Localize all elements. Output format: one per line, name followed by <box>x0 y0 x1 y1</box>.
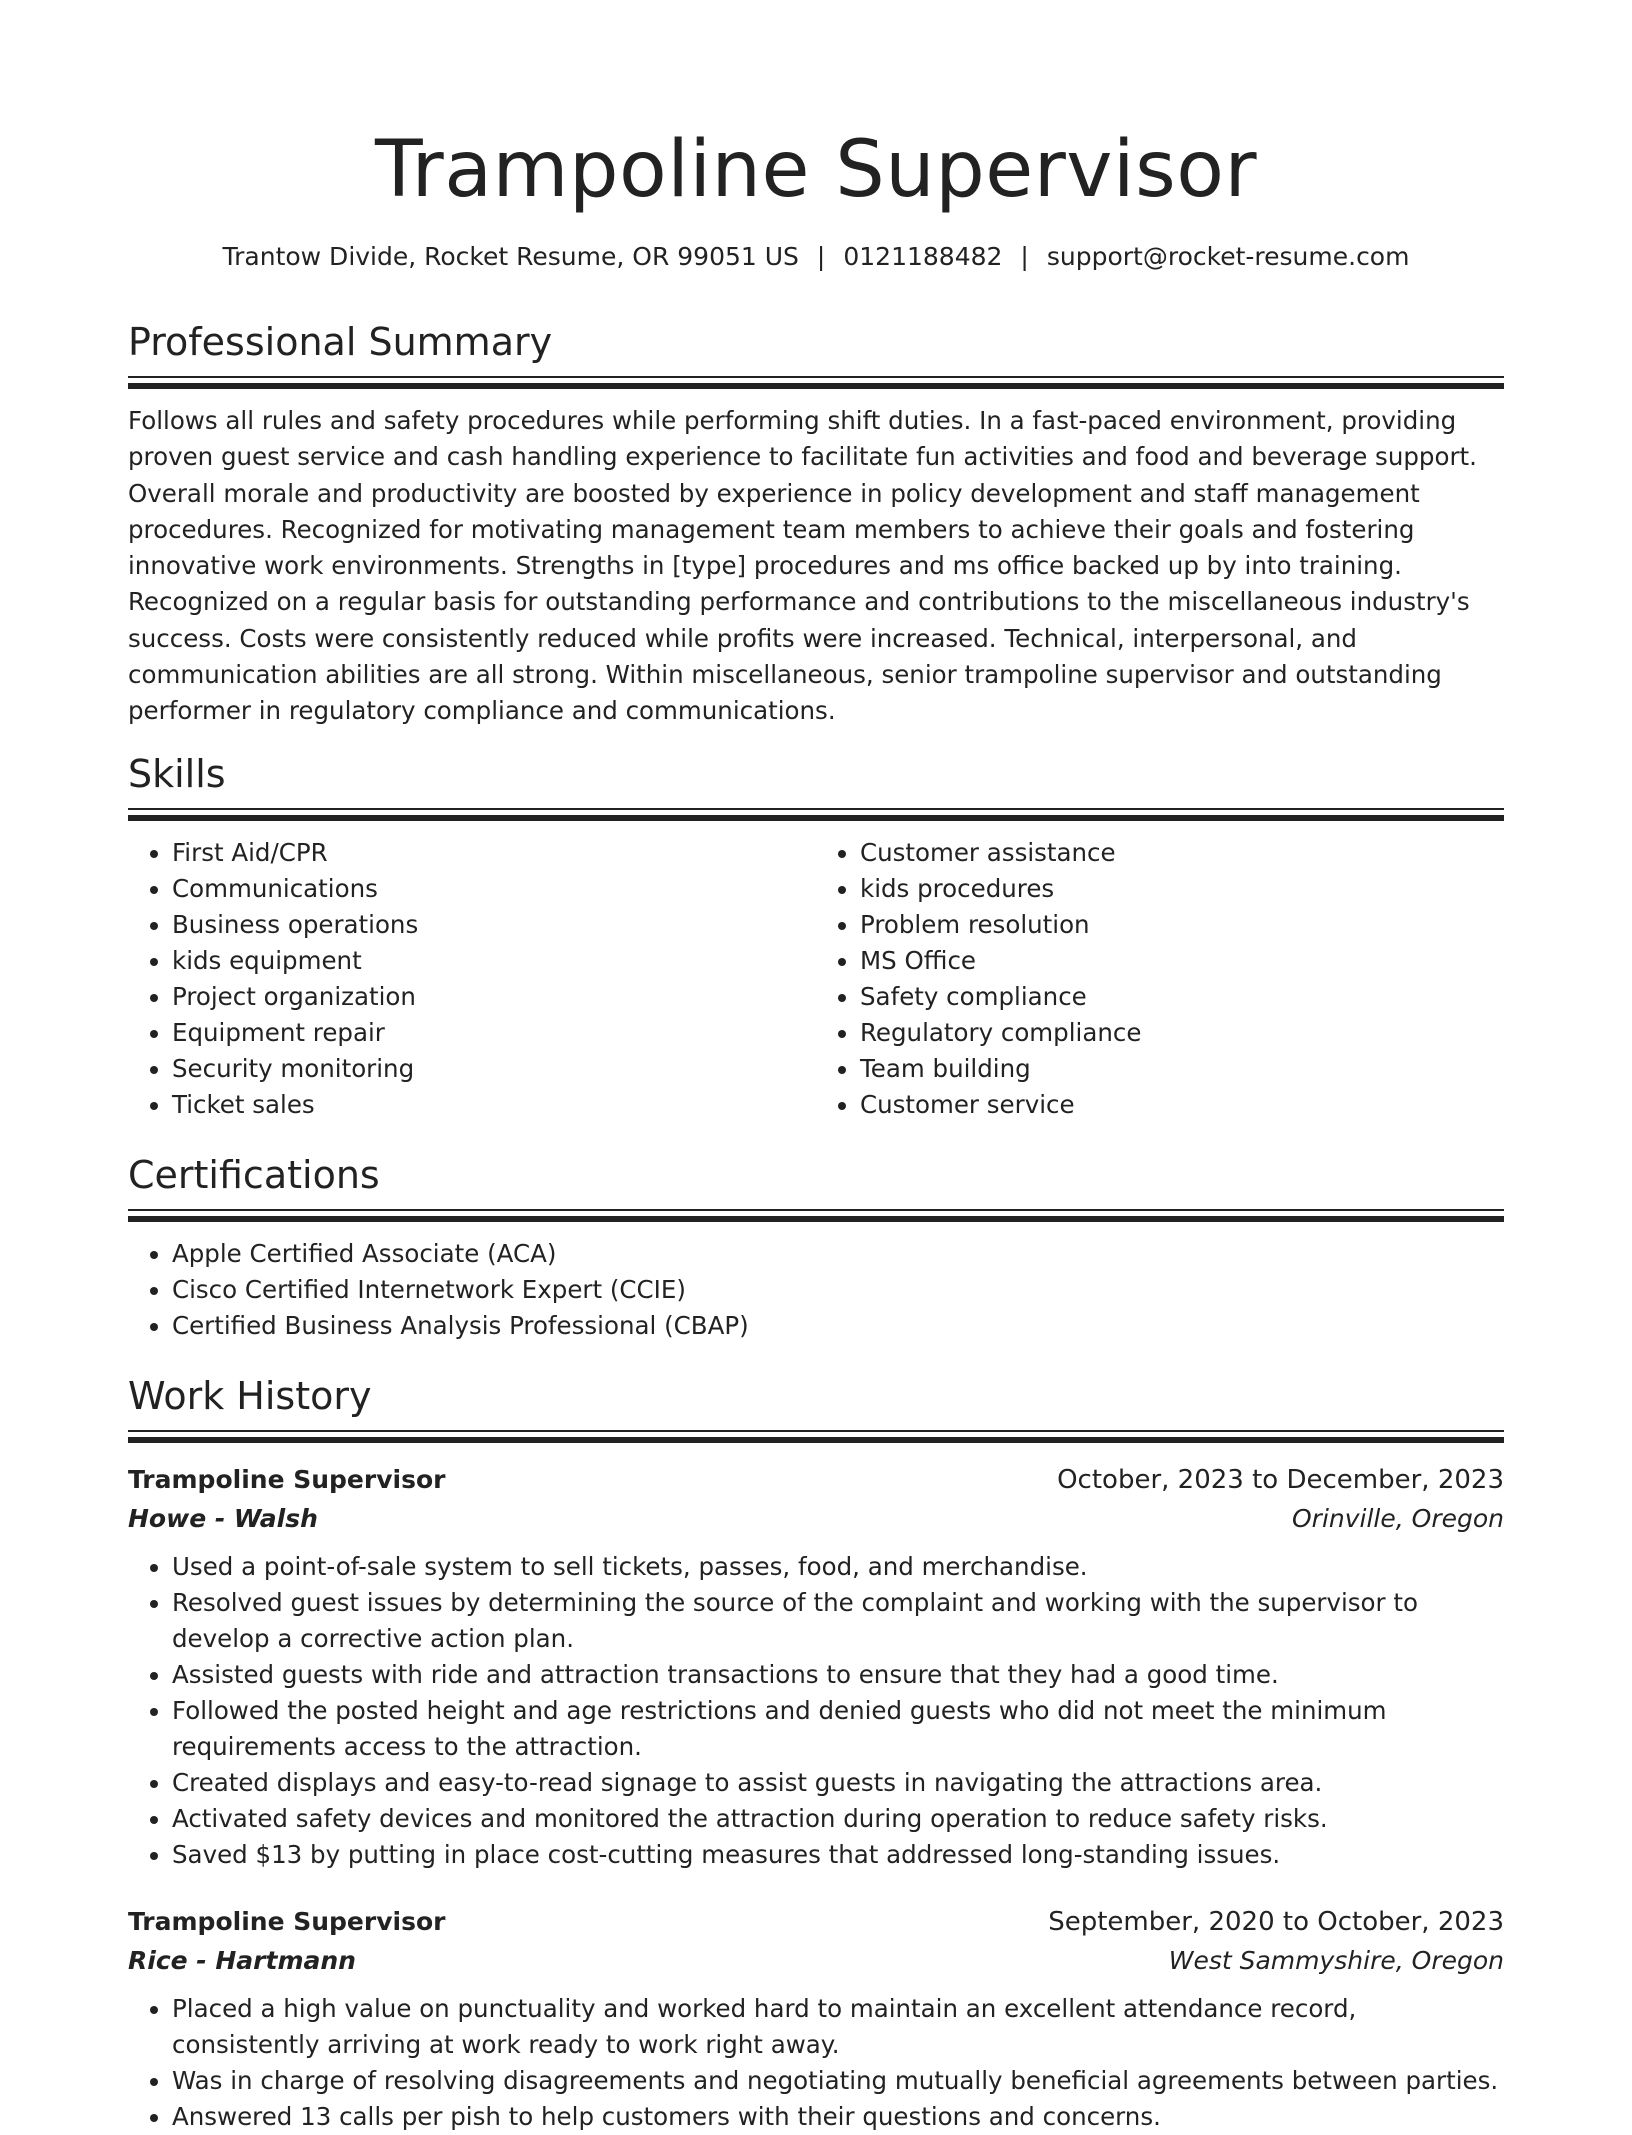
skills-list-left <box>128 835 816 1123</box>
skill-item: • First Aid/CPR <box>172 835 816 871</box>
section-rule-thick <box>128 1437 1504 1443</box>
certification-item: • Apple Certified Associate (ACA) <box>172 1236 1504 1272</box>
job-bullet: • Resolved guest issues by determining the source of the complaint and working with the supervisor to develop a corrective action plan. <box>172 1585 1504 1657</box>
contact-email: support@rocket-resume.com <box>1046 242 1410 271</box>
certification-item: • Cisco Certified Internetwork Expert (CCIE) <box>172 1272 1504 1308</box>
job-dates: September, 2020 to October, 2023 <box>1048 1906 1504 1937</box>
contact-phone: 0121188482 <box>843 242 1003 271</box>
job-company: Rice - Hartmann <box>128 1945 356 1975</box>
job-header <box>128 1903 1504 1941</box>
skill-item: • Problem resolution <box>860 907 1504 943</box>
contact-line <box>128 240 1504 274</box>
section-rule-thick <box>128 383 1504 389</box>
job-bullet: • Saved $13 by putting in place cost-cutting measures that addressed long-standing issues. <box>172 1837 1504 1873</box>
section-title-work-history: Work History <box>128 1373 372 1418</box>
job-bullet: • Answered 13 calls per pish to help customers with their questions and concerns. <box>172 2099 1504 2135</box>
job-entry <box>128 1903 1504 2135</box>
job-title: Trampoline Supervisor <box>128 1906 446 1936</box>
skill-item: • Communications <box>172 871 816 907</box>
section-title-certifications: Certifications <box>128 1152 380 1197</box>
section-title-skills: Skills <box>128 751 226 796</box>
contact-address: Trantow Divide, Rocket Resume, OR 99051 US <box>222 242 799 271</box>
skill-item: • Regulatory compliance <box>860 1015 1504 1051</box>
contact-separator: | <box>1020 242 1029 271</box>
skills-list-right <box>816 835 1504 1123</box>
job-bullet-list <box>128 1991 1504 2135</box>
job-bullet: • Was in charge of resolving disagreements and negotiating mutually beneficial agreements between parties. <box>172 2063 1504 2099</box>
job-bullet: • Placed a high value on punctuality and worked hard to maintain an excellent attendance record, consistently arriving at work ready to work right away. <box>172 1991 1504 2063</box>
skill-item: • MS Office <box>860 943 1504 979</box>
resume-name: Trampoline Supervisor <box>374 125 1258 215</box>
job-company: Howe - Walsh <box>128 1503 318 1533</box>
summary-text: Follows all rules and safety procedures while performing shift duties. In a fast-paced environment, providing proven guest service and cash handling experience to facilitate fun activities and food and beverage support. Overall morale and productivity are boosted by experience in policy development and staff management procedures. Recognized for motivating management team members to achieve their goals and fostering innovative work environments. Strengths in [type] procedures and ms office backed up by into training. Recognized on a regular basis for outstanding performance and contributions to the miscellaneous industry's success. Costs were consistently reduced while profits were increased. Technical, interpersonal, and communication abilities are all strong. Within miscellaneous, senior trampoline supervisor and outstanding performer in regulatory compliance and communications. <box>128 406 1477 726</box>
skill-item: • Project organization <box>172 979 816 1015</box>
job-bullet-list <box>128 1549 1504 1873</box>
job-subheader <box>128 1941 1504 1981</box>
skills-grid <box>128 835 1504 1123</box>
job-bullet: • Created displays and easy-to-read signage to assist guests in navigating the attractions area. <box>172 1765 1504 1801</box>
job-entry <box>128 1461 1504 1873</box>
skill-item: • kids procedures <box>860 871 1504 907</box>
skill-item: • Safety compliance <box>860 979 1504 1015</box>
job-bullet: • Followed the posted height and age restrictions and denied guests who did not meet the minimum requirements access to the attraction. <box>172 1693 1504 1765</box>
skill-item: • Team building <box>860 1051 1504 1087</box>
section-rule-thick <box>128 1216 1504 1222</box>
skill-item: • Equipment repair <box>172 1015 816 1051</box>
job-location: West Sammyshire, Oregon <box>1168 1945 1504 1975</box>
section-title-summary: Professional Summary <box>128 320 553 364</box>
job-header <box>128 1461 1504 1499</box>
skill-item: • Business operations <box>172 907 816 943</box>
job-dates: October, 2023 to December, 2023 <box>1057 1464 1504 1495</box>
section-rule <box>128 1430 1504 1432</box>
job-bullet: • Assisted guests with ride and attraction transactions to ensure that they had a good time. <box>172 1657 1504 1693</box>
skill-item: • Customer assistance <box>860 835 1504 871</box>
skill-item: • kids equipment <box>172 943 816 979</box>
job-subheader <box>128 1499 1504 1539</box>
certifications-section <box>128 1149 1504 1344</box>
skill-item: • Ticket sales <box>172 1087 816 1123</box>
section-rule <box>128 808 1504 810</box>
certifications-list <box>128 1236 1504 1344</box>
skills-section <box>128 748 1504 1123</box>
section-rule-thick <box>128 815 1504 821</box>
skill-item: • Customer service <box>860 1087 1504 1123</box>
job-bullet: • Activated safety devices and monitored the attraction during operation to reduce safety risks. <box>172 1801 1504 1837</box>
contact-separator: | <box>816 242 826 271</box>
job-location: Orinville, Oregon <box>1292 1503 1504 1533</box>
certification-item: • Certified Business Analysis Professional (CBAP) <box>172 1308 1504 1344</box>
skill-item: • Security monitoring <box>172 1051 816 1087</box>
job-title: Trampoline Supervisor <box>128 1464 446 1494</box>
section-rule <box>128 1209 1504 1211</box>
summary-section <box>128 316 1504 730</box>
work-history-section <box>128 1370 1504 2135</box>
section-rule <box>128 376 1504 378</box>
job-bullet: • Used a point-of-sale system to sell tickets, passes, food, and merchandise. <box>172 1549 1504 1585</box>
